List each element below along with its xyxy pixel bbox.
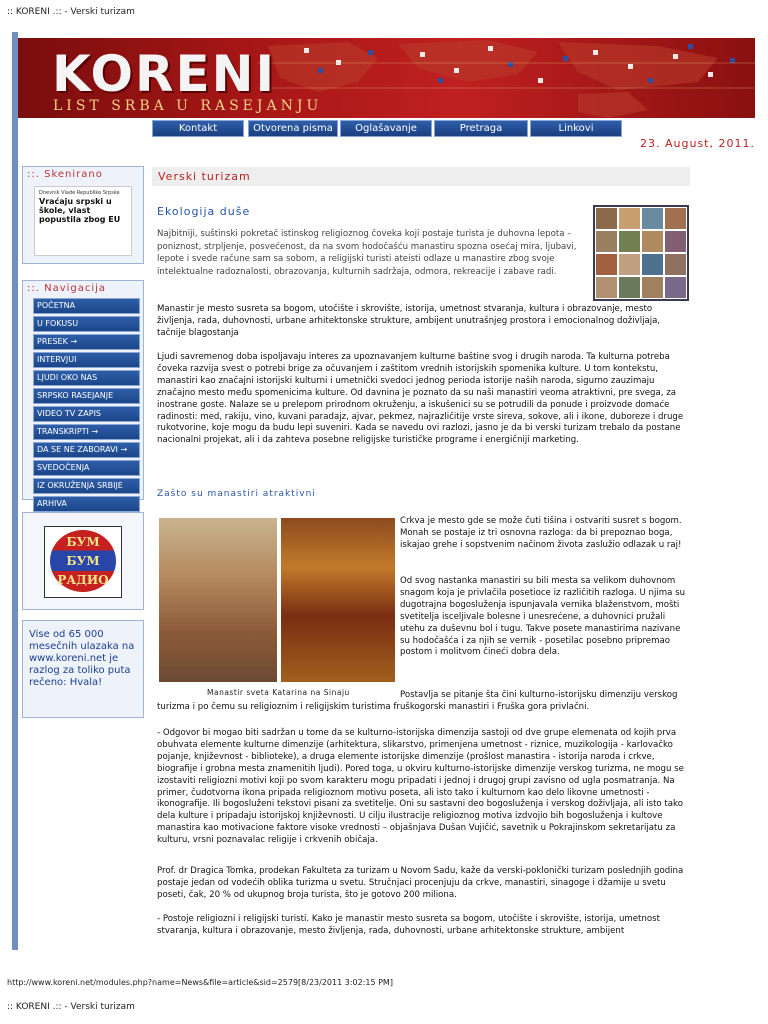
article-heading: Ekologija duše [157,205,251,218]
sidebar-nav-list [33,298,140,512]
scanned-newspaper[interactable] [34,186,132,256]
sidebar-item-iz-okruzenja-srbije[interactable]: IZ OKRUŽENJA SRBIJE [33,478,140,494]
article-section-title: Verski turizam [158,170,251,183]
sidebar-item-presek[interactable]: PRESEK → [33,334,140,350]
article-section-bar [152,167,690,186]
radio-line-1: БУМ [66,535,100,549]
nav-pretraga[interactable]: Pretraga [434,120,528,137]
site-tagline: LIST SRBA U RASEJANJU [53,98,323,114]
sidebar-promo [22,620,144,718]
top-navigation [18,118,755,138]
article-right-paragraph-1: Crkva je mesto gde se može čuti tišina i ostvariti susret s bogom. Monah se postaje iz tri osnovna razloga: da bi prepoznao boga, iskajao grehe i sopstvenim načinom života zaslužio odlazak u raj! [400,516,682,550]
sidebar-item-arhiva[interactable]: ARHIVA [33,496,140,512]
sidebar-skenirano [22,166,144,264]
nav-kontakt[interactable]: Kontakt [152,120,244,137]
article-paragraph-3: Postavlja se pitanje šta čini kulturno-istorijsku dimenziju verskog turizma i po čemu su religioznim i religijskim turistima fruškogorski manastiri i Fruška gora privlačni. [157,690,678,712]
sidebar-item-da-se-ne-zaboravi[interactable]: DA SE NE ZABORAVI → [33,442,140,458]
skenirano-heading: ::. Skenirano [27,169,103,180]
sidebar-item-transkripti[interactable]: TRANSKRIPTI → [33,424,140,440]
navigacija-heading: ::. Navigacija [27,283,107,294]
monastery-photo-sinai [159,518,277,682]
newspaper-masthead: Dnevnik Vlade Republike Srpske [39,190,120,196]
site-banner [18,38,755,118]
current-date: 23. August, 2011. [640,137,755,150]
article-paragraph-6: - Postoje religiozni i religijski turisti. Kako je manastir mesto susreta sa bogom, utočište i skrovište, istorija, umetnost stvaranja, kultura i obrazovanje, mesto življenja, rada, duhovnosti, urbane arhitektonske strukture, ambijent [157,914,660,936]
nav-otvorena-pisma[interactable]: Otvorena pisma [248,120,338,137]
sidebar-item-ljudi-oko-nas[interactable]: LJUDI OKO NAS [33,370,140,386]
article-right-paragraph-2: Od svog nastanka manastiri su bili mesta sa velikom duhovnom snagom koja je privlačila posetioce iz različitih razloga. U njima su dugotrajna bogosluženja ispunjavala vernika blaženstvom, mošti svetitelja isceljivale bolesne i unesrećene, a duhovnici pružali utehu za duševnu bol i tugu. Takve posete manastirima nazivane su hodočašća i za njih se vernik - posetilac posebno pripremao postom i molitvom čineći dobra dela. [400,576,686,658]
site-logo[interactable]: KORENI [52,45,277,103]
article-paragraph-2: Ljudi savremenog doba ispoljavaju interes za upoznavanjem kulturne baštine svog i drugih naroda. Ta kulturna potreba čoveka razvija svest o potrebi brige za očuvanjem i zaštitom vrednih istorijskih spomenika kulture. U tom kontekstu, manastiri kao značajni istorijski kulturni i umetnički svedoci jednog perioda istorije naših naroda, sigurno zauzimaju značajno mesto među spomenicima kulture. Od davnina je poznato da su naši manastiri veoma atraktivni, pre svega, za inostrane goste. Nalaze se u prelepom prirodnom okruženju, a iskušenici su se potrudili da ponude i proizvode domaće radinosti: med, rakiju, vino, kuvani paradajz, ajvar, pekmez, najrazličitije vrste sireva, sokove, ali i ikone, duboreze i druge rukotvorine, koje mogu da budu lepi suveniri. Kada se navedu ovi razlozi, jasno je da bi verski turizam trebalo da postane nacionalni projekat, ali i da zahteva posebne religijske turističke programe i energičniji marketing. [157,352,684,446]
promo-line-1: Vise od 65 000 [29,629,104,640]
sidebar-navigacija [22,280,144,508]
sidebar-item-intervjui[interactable]: INTERVJUI [33,352,140,368]
promo-line-2: mesečnih ulazaka na www.koreni.net je razlog za toliko puta rečeno: Hvala! [29,641,135,688]
monastery-interior-photo [281,518,395,682]
sidebar-item-u-fokusu[interactable]: U FOKUSU [33,316,140,332]
article-paragraph-1: Manastir je mesto susreta sa bogom, utočište i skrovište, istorija, umetnost stvaranja, kultura i obrazovanje, mesto življenja, rada, duhovnosti, urbane arhitektonske strukture, ambijent unutrašnjeg prostora i emocionalnog doživljaja, tačnije blagostanja [157,304,661,338]
nav-linkovi[interactable]: Linkovi [530,120,622,137]
radio-line-2: БУМ [66,554,100,568]
radio-line-3: РАДИО [57,573,109,587]
pdf-header-title: :: KORENI .:: - Verski turizam [7,7,135,17]
sidebar-item-svedocenja[interactable]: SVEDOČENJA [33,460,140,476]
pdf-footer-url: http://www.koreni.net/modules.php?name=News&file=article&sid=2579[8/23/2011 3:02:15 PM] [7,978,393,987]
article-paragraph-4: - Odgovor bi mogao biti sadržan u tome da se kulturno-istorijska dimenzija sastoji od dve grupe elemenata od kojih prva obuhvata elemente kulturne dimenzije (arhitektura, slikarstvo, primenjena umetnost - riznice, muzikologija - karlovačko pojanje, književnost - biblioteke), a druga elemente istorijske dimenzije (prošlost manastira - istorija naroda i crkve, biografije i grobna mesta znamenitih ljudi). Pored toga, u okviru kulturno-istorijske dimenzije verskog turizma, ne mogu se izostaviti religiozni motivi koji po svom karakteru mogu pripadati i jednoj i drugoj grupi zavisno od ugla posmatranja. Na primer, čudotvorna ikona pripada religioznom motivu poseta, ali isto tako i kulturnom kao delo likovne umetnosti - ikonografije. Ili bogosluženi tekstovi pisani za svetitelje. Oni su sastavni deo bogosluženja i verskog doživljaja, ali isto tako dela kulture i pripadaju istorijskoj književnosti. U cilju ilustracije religioznog motiva izdvojio bih bogosluženja i kultove manastira kao motivacione faktore visoke vrednosti – objašnjava Dušan Vujičić, savetnik u Pokrajinskom sekretarijatu za kulturu, vrsni poznavalac religije i crkvenih običaja. [157,728,684,846]
article-paragraph-5: Prof. dr Dragica Tomka, prodekan Fakulteta za turizam u Novom Sadu, kaže da verski-poklonički turizam poslednjih godina postaje jedan od vodećih oblika turizma u svetu. Stručnjaci procenjuju da crkve, manastiri, sinagoge i džamije u svetu poseti, čak, 20 % od ukupnog broja turista, što je gotovo 200 miliona. [157,866,684,900]
sidebar-item-srpsko-rasejanje[interactable]: SRPSKO RASEJANJE [33,388,140,404]
sidebar-item-pocetna[interactable]: POČETNA [33,298,140,314]
article-subheading: Zašto su manastiri atraktivni [157,489,316,499]
newspaper-headline: Vraćaju srpski u škole, vlast popustila zbog EU [39,197,121,224]
sidebar-radio [22,512,144,610]
bum-bum-radio-logo[interactable] [44,526,122,598]
sidebar-item-video-tv-zapis[interactable]: VIDEO TV ZAPIS [33,406,140,422]
nav-oglasavanje[interactable]: Oglašavanje [340,120,432,137]
monastery-thumbnail-grid[interactable] [593,205,689,301]
promo-text [23,621,143,697]
photo-caption: Manastir sveta Katarina na Sinaju [207,688,350,697]
pdf-footer-title: :: KORENI .:: - Verski turizam [7,1002,135,1012]
article-intro: Najbitniji, suštinski pokretač istinskog religioznog čoveka koji postaje turista je duhovna lepota – poniznost, strpljenje, posvećenost, da na svom hodočašću manastiru spozna osećaj mira, ljubavi, lepote i svede račune sam sa sobom, a religijski turisti ateisti odlaze u manastire zbog svoje intelektualne radoznalosti, obrazovanja, kulturnih sadržaja, odmora, rekreacije i zabave radi. [157,229,577,277]
